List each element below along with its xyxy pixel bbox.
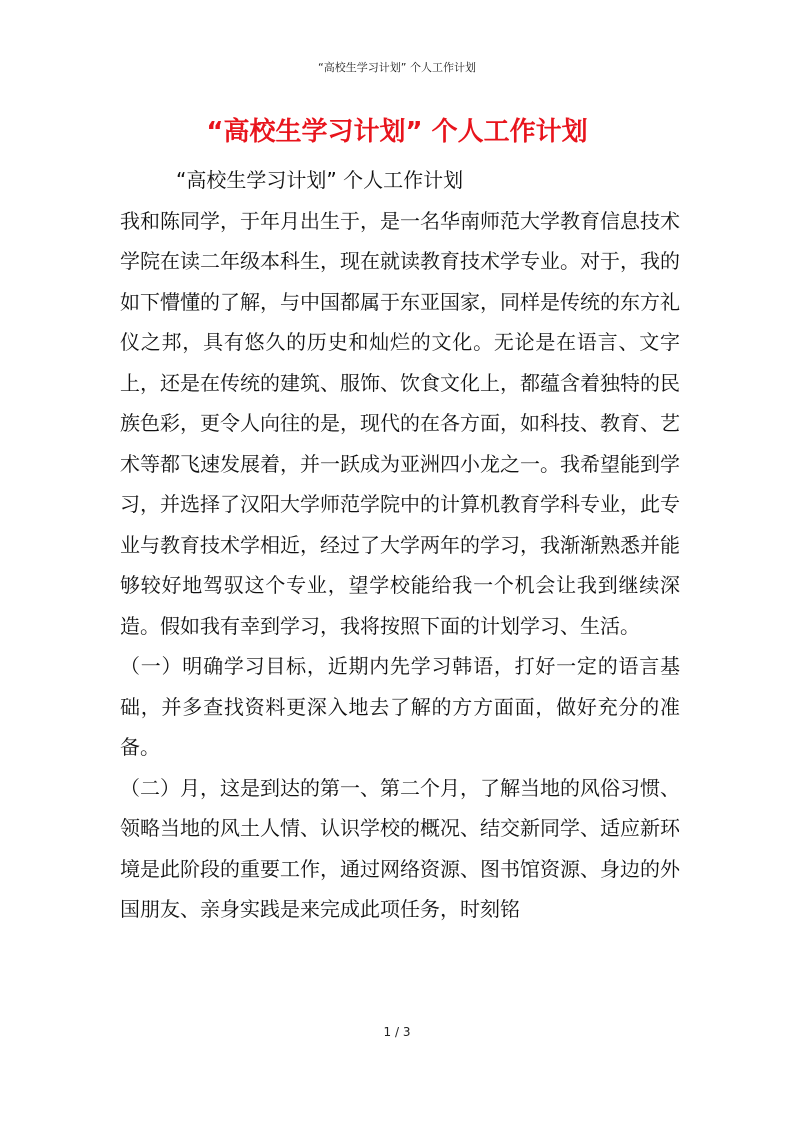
plan-item-2-paragraph: （二）月，这是到达的第一、第二个月，了解当地的风俗习惯、领略当地的风土人情、认识学校的概况、结交新同学、适应新环境是此阶段的重要工作，通过网络资源、图书馆资源、身边的外国朋友、亲身实践是来完成此项任务，时刻铭 — [120, 775, 680, 921]
subtitle-paragraph: “高校生学习计划” 个人工作计划 — [176, 168, 464, 192]
page-number: 1 / 3 — [383, 1025, 411, 1039]
running-header: “高校生学习计划” 个人工作计划 — [318, 61, 476, 74]
document-body — [120, 160, 680, 930]
document-title: “高校生学习计划” 个人工作计划 — [206, 117, 588, 147]
intro-paragraph: 我和陈同学，于年月出生于，是一名华南师范大学教育信息技术学院在读二年级本科生，现在就读教育技术学专业。对于，我的如下懵懂的了解，与中国都属于东亚国家，同样是传统的东方礼仪之邦，具有悠久的历史和灿烂的文化。无论是在语言、文字上，还是在传统的建筑、服饰、饮食文化上，都蕴含着独特的民族色彩，更令人向往的是，现代的在各方面，如科技、教育、艺术等都飞速发展着，并一跃成为亚洲四小龙之一。我希望能到学习，并选择了汉阳大学师范学院中的计算机教育学科专业，此专业与教育技术学相近，经过了大学两年的学习，我渐渐熟悉并能够较好地驾驭这个专业，望学校能给我一个机会让我到继续深造。假如我有幸到学习，我将按照下面的计划学习、生活。 — [120, 208, 680, 638]
plan-item-1-paragraph: （一）明确学习目标，近期内先学习韩语，打好一定的语言基础，并多查找资料更深入地去了解的方方面面，做好充分的准备。 — [120, 654, 680, 759]
